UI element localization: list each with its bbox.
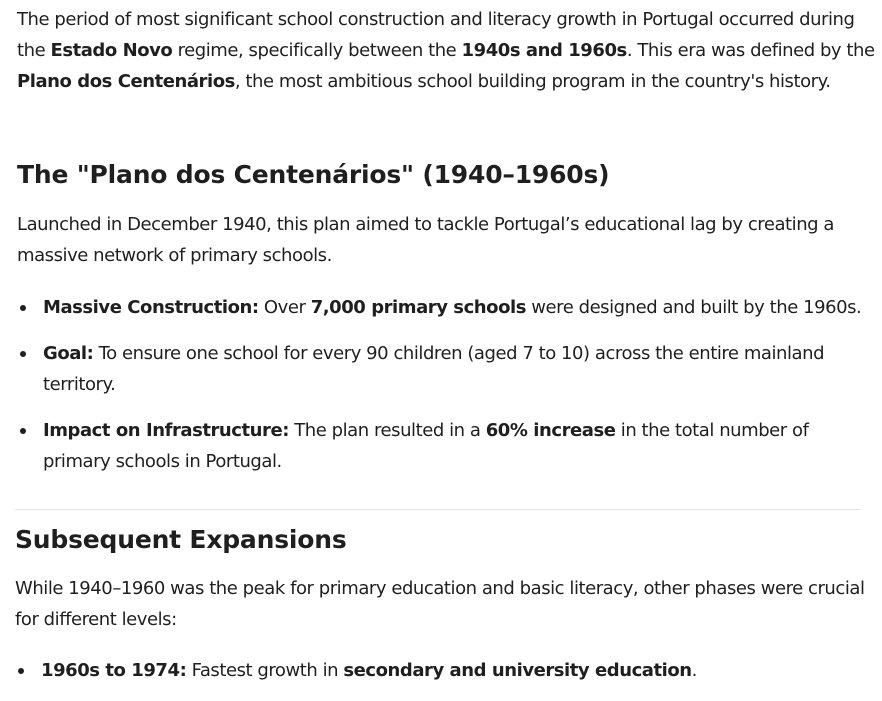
bullet-dot-icon (18, 668, 24, 674)
intro-bold-plan: Plano dos Centenários (17, 71, 235, 92)
list-item (17, 292, 877, 323)
bullet-bold: secondary and university education (343, 660, 692, 681)
section-paragraph: While 1940–1960 was the peak for primary education and basic literacy, other phases were crucial for different levels: (15, 578, 865, 630)
bullet-dot-icon (20, 428, 26, 434)
bullet-text: Over (258, 297, 311, 318)
bullet-dot-icon (20, 305, 26, 311)
section-heading-plano: The "Plano dos Centenários" (1940–1960s) (17, 160, 610, 189)
intro-bold-regime: Estado Novo (50, 40, 173, 61)
intro-paragraph (17, 4, 877, 97)
bullet-bold: 7,000 primary schools (310, 297, 526, 318)
bullet-label: Impact on Infrastructure: (43, 420, 289, 441)
intro-text: The period of most significant school construction and literacy growth in Portugal occurred during the (17, 9, 855, 61)
bullet-label: Goal: (43, 343, 94, 364)
bullet-text: Fastest growth in (186, 660, 344, 681)
intro-text: . This era was defined by the (626, 40, 875, 61)
section-heading-expansions: Subsequent Expansions (15, 525, 347, 554)
intro-bold-decades: 1940s and 1960s (461, 40, 627, 61)
bullet-text: were designed and built by the 1960s. (525, 297, 862, 318)
bullet-list (17, 292, 877, 492)
list-item (15, 655, 875, 686)
list-item (17, 338, 877, 400)
bullet-list (15, 655, 875, 686)
intro-text: regime, specifically between the (172, 40, 462, 61)
list-item (17, 415, 877, 477)
intro-text: , the most ambitious school building program in the country's history. (234, 71, 831, 92)
section-paragraph: Launched in December 1940, this plan aimed to tackle Portugal’s educational lag by creating a massive network of primary schools. (17, 214, 834, 266)
bullet-dot-icon (20, 351, 26, 357)
bullet-label: Massive Construction: (43, 297, 259, 318)
bullet-text: in the total number of primary schools in Portugal. (43, 420, 809, 472)
bullet-bold: 60% increase (485, 420, 616, 441)
bullet-text: The plan resulted in a (288, 420, 486, 441)
bullet-label: 1960s to 1974: (41, 660, 187, 681)
section-divider (15, 509, 860, 510)
bullet-text: To ensure one school for every 90 children (aged 7 to 10) across the entire mainland territory. (43, 343, 825, 395)
bullet-text: . (691, 660, 697, 681)
